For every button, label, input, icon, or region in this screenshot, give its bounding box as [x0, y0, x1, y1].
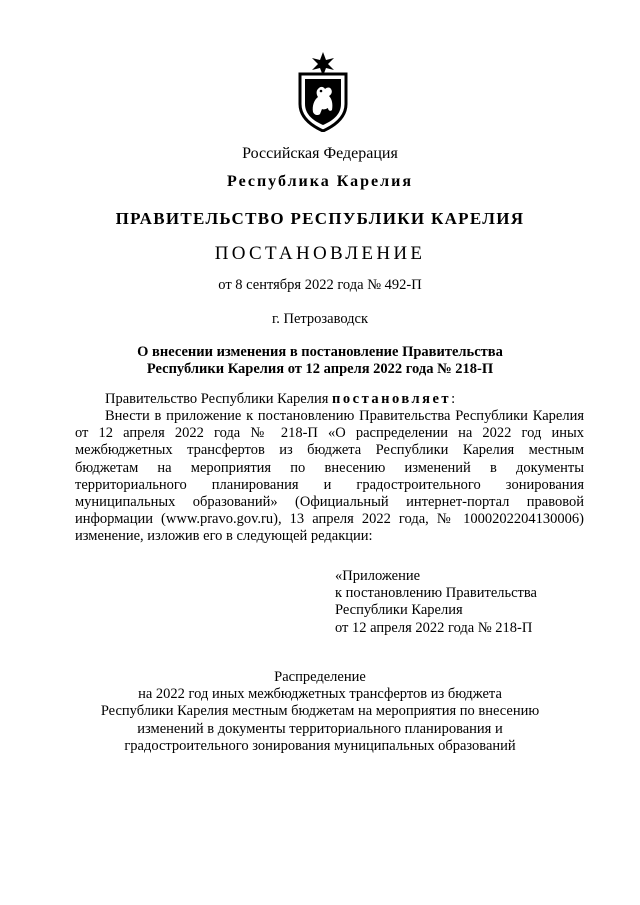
appendix-line-4: от 12 апреля 2022 года № 218-П [335, 619, 533, 636]
resolution-paragraph [75, 391, 584, 408]
document-title-line-2: Республики Карелия от 12 апреля 2022 года № 218-П [146, 361, 494, 377]
appendix-line-2: к постановлению Правительства [335, 585, 537, 602]
distribution-line-5: градостроительного зонирования муниципальных образований [124, 737, 516, 754]
karelia-coat-of-arms-icon [296, 52, 350, 132]
resolution-keyword: постановляет [332, 391, 452, 407]
government-name: ПРАВИТЕЛЬСТВО РЕСПУБЛИКИ КАРЕЛИЯ [115, 209, 525, 228]
country-name: Российская Федерация [242, 145, 398, 162]
distribution-heading [0, 669, 640, 755]
resolution-suffix: : [451, 391, 456, 407]
resolution-prefix: Правительство Республики Карелия [105, 391, 333, 407]
document-title-line-1: О внесении изменения в постановление Правительства [137, 344, 503, 360]
document-city: г. Петрозаводск [271, 311, 369, 327]
distribution-line-1: Распределение [274, 669, 366, 685]
amendment-paragraph: Внести в приложение к постановлению Правительства Республики Карелия от 12 апреля 2022 года № 218-П «О распределении на 2022 год иных межбюджетных трансфертов из бюджета Республики Карелия местным бюджетам на мероприятия по внесению изменений в документы территориального планирования и градостроительного зонирования муниципальных образований» (Официальный интернет-портал правовой информации (www.pravo.gov.ru), 13 апреля 2022 года, № 1000202204130006) изменение, изложив его в следующей редакции: [75, 408, 584, 545]
appendix-line-3: Республики Карелия [335, 602, 463, 619]
distribution-line-3: Республики Карелия местным бюджетам на мероприятия по внесению [100, 703, 540, 720]
appendix-reference [335, 568, 537, 637]
appendix-line-1: «Приложение [335, 568, 421, 584]
document-date-number: от 8 сентября 2022 года № 492-П [218, 277, 422, 293]
republic-name: Республика Карелия [227, 173, 413, 190]
document-type: ПОСТАНОВЛЕНИЕ [214, 243, 426, 264]
distribution-line-2: на 2022 год иных межбюджетных трансфертов из бюджета [138, 686, 502, 703]
distribution-line-4: изменений в документы территориального планирования и [137, 720, 503, 737]
